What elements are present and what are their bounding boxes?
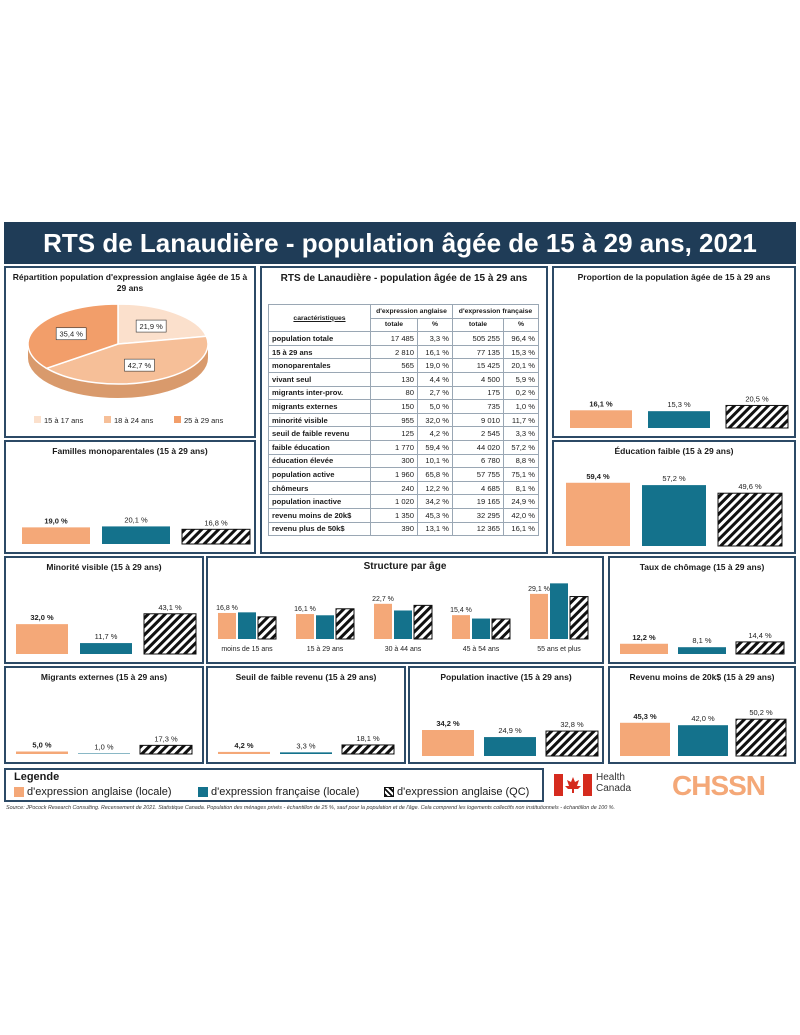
pie-title: Répartition population d'expression anglaise âgée de 15 à 29 ans — [12, 272, 248, 293]
seuil-title: Seuil de faible revenu (15 à 29 ans) — [235, 672, 377, 682]
table-cell: 1 020 — [371, 495, 418, 509]
table-cell: 75,1 % — [504, 468, 539, 482]
category-label: 15 à 29 ans — [306, 646, 344, 653]
pie-legend-swatch — [34, 416, 41, 423]
table-cell: 44 020 — [453, 440, 504, 454]
table-cell: 8,8 % — [504, 454, 539, 468]
data-label: 16,8 % — [204, 518, 228, 528]
data-label: 45,3 % — [633, 711, 657, 721]
group-header-anglaise: d'expression anglaise — [371, 305, 453, 319]
bar-francaise-locale — [80, 643, 132, 654]
table-cell: 65,8 % — [418, 468, 453, 482]
pie-legend-label: 18 à 24 ans — [114, 416, 154, 425]
table-cell: 13,1 % — [418, 522, 453, 536]
table-cell: 390 — [371, 522, 418, 536]
bar-anglaise-locale — [16, 624, 68, 654]
table-title: RTS de Lanaudière - population âgée de 15 à 29 ans — [280, 273, 528, 284]
legend-swatch — [198, 787, 208, 797]
inactive-panel — [408, 666, 604, 764]
table-cell: 5,0 % — [418, 400, 453, 414]
table-row — [269, 508, 539, 522]
row-label: population active — [269, 468, 371, 482]
table-cell: 8,1 % — [504, 481, 539, 495]
pie-legend-label: 15 à 17 ans — [44, 416, 84, 425]
table-row — [269, 481, 539, 495]
legend-swatch — [14, 787, 24, 797]
col-header-label: caractéristiques — [293, 314, 346, 322]
bar-anglaise-qc — [736, 719, 786, 756]
bar-anglaise-qc — [492, 619, 510, 639]
category-label: moins de 15 ans — [221, 646, 273, 653]
table-row — [269, 386, 539, 400]
table-cell: 4,4 % — [418, 372, 453, 386]
data-label: 32,0 % — [30, 613, 54, 623]
pie-data-label: 35,4 % — [59, 329, 83, 339]
row-label: population inactive — [269, 495, 371, 509]
table-cell: 16,1 % — [504, 522, 539, 536]
data-label: 49,6 % — [738, 482, 762, 492]
data-label: 20,1 % — [124, 515, 148, 525]
health-canada-wordmark — [596, 772, 631, 794]
category-label: 45 à 54 ans — [462, 646, 500, 653]
bar-anglaise-qc — [718, 493, 782, 546]
data-label: 14,4 % — [748, 630, 772, 640]
col-header-pct-fr: % — [504, 318, 539, 332]
bar-anglaise-locale — [422, 730, 474, 756]
pie-data-label: 21,9 % — [139, 322, 163, 332]
row-label: revenu plus de 50k$ — [269, 522, 371, 536]
row-label: minorité visible — [269, 413, 371, 427]
col-header-characteristics — [269, 305, 371, 332]
table-row — [269, 495, 539, 509]
table-cell: 1 350 — [371, 508, 418, 522]
data-label: 57,2 % — [662, 474, 686, 484]
data-label: 34,2 % — [436, 719, 460, 729]
legend-item-anglaise-qc — [384, 786, 529, 798]
page-title: RTS de Lanaudière - population âgée de 15 à 29 ans, 2021 — [4, 222, 796, 264]
table-cell: 6 780 — [453, 454, 504, 468]
data-label: 15,4 % — [450, 607, 472, 615]
education-panel — [552, 440, 796, 554]
table-cell: 1 770 — [371, 440, 418, 454]
data-label: 3,3 % — [296, 741, 316, 751]
table-cell: 175 — [453, 386, 504, 400]
table-cell: 17 485 — [371, 332, 418, 346]
data-label: 19,0 % — [44, 516, 68, 526]
data-label: 15,3 % — [667, 400, 691, 410]
familles-panel — [4, 440, 256, 554]
structure-chart — [208, 573, 602, 663]
data-label: 16,8 % — [216, 604, 238, 612]
table-row — [269, 413, 539, 427]
table-cell: 2,7 % — [418, 386, 453, 400]
data-label: 50,2 % — [749, 708, 773, 718]
data-label: 42,0 % — [691, 714, 715, 724]
bar-anglaise-qc — [342, 745, 394, 754]
table-row — [269, 345, 539, 359]
inactive-chart — [410, 684, 602, 762]
table-cell: 11,7 % — [504, 413, 539, 427]
data-label: 11,7 % — [94, 632, 118, 642]
table-cell: 240 — [371, 481, 418, 495]
familles-title: Familles monoparentales (15 à 29 ans) — [52, 446, 208, 456]
revenu-panel — [608, 666, 796, 764]
table-row — [269, 359, 539, 373]
data-label: 8,1 % — [692, 636, 712, 646]
table-cell: 10,1 % — [418, 454, 453, 468]
bar-francaise-locale — [678, 647, 726, 654]
legend-item-francaise-locale — [198, 786, 359, 798]
data-label: 59,4 % — [586, 471, 610, 481]
row-label: migrants inter-prov. — [269, 386, 371, 400]
table-row — [269, 454, 539, 468]
seuil-chart — [208, 684, 404, 762]
table-cell: 300 — [371, 454, 418, 468]
bar-anglaise-locale — [374, 604, 392, 639]
familles-chart — [6, 460, 254, 550]
bar-anglaise-qc — [258, 617, 276, 639]
table-cell: 2 545 — [453, 427, 504, 441]
table-cell: 4,2 % — [418, 427, 453, 441]
canada-flag-icon — [554, 774, 592, 796]
legend-label: d'expression anglaise (QC) — [397, 786, 530, 798]
chomage-title: Taux de chômage (15 à 29 ans) — [639, 562, 765, 572]
table-row — [269, 372, 539, 386]
table-cell: 96,4 % — [504, 332, 539, 346]
proportion-title: Proportion de la population âgée de 15 à 29 ans — [577, 272, 771, 282]
pie-legend-label: 25 à 29 ans — [184, 416, 224, 425]
bar-francaise-locale — [484, 737, 536, 756]
table-cell: 80 — [371, 386, 418, 400]
table-cell: 4 685 — [453, 481, 504, 495]
table-body — [269, 332, 539, 536]
table-cell: 1,0 % — [504, 400, 539, 414]
row-label: vivant seul — [269, 372, 371, 386]
row-label: faible éducation — [269, 440, 371, 454]
table-row — [269, 427, 539, 441]
data-label: 1,0 % — [94, 742, 114, 752]
bar-anglaise-qc — [336, 609, 354, 639]
migrants-chart — [6, 684, 202, 762]
pie-legend-swatch — [104, 416, 111, 423]
data-label: 22,7 % — [372, 595, 394, 603]
row-label: éducation élevée — [269, 454, 371, 468]
data-label: 43,1 % — [158, 602, 182, 612]
table-cell: 3,3 % — [418, 332, 453, 346]
table-cell: 57,2 % — [504, 440, 539, 454]
col-header-pct-ang: % — [418, 318, 453, 332]
bar-francaise-locale — [238, 612, 256, 639]
data-label: 24,9 % — [498, 726, 522, 736]
table-cell: 4 500 — [453, 372, 504, 386]
bar-anglaise-qc — [140, 745, 192, 754]
row-label: migrants externes — [269, 400, 371, 414]
minorite-title: Minorité visible (15 à 29 ans) — [46, 562, 162, 572]
bar-anglaise-qc — [570, 597, 588, 639]
table-cell: 130 — [371, 372, 418, 386]
row-label: revenu moins de 20k$ — [269, 508, 371, 522]
chssn-logo: CHSSN — [672, 770, 766, 801]
proportion-chart — [554, 304, 794, 434]
bar-anglaise-locale — [566, 483, 630, 546]
table-cell: 57 755 — [453, 468, 504, 482]
chomage-chart — [610, 576, 794, 662]
table-cell: 32,0 % — [418, 413, 453, 427]
revenu-chart — [610, 682, 794, 762]
structure-title: Structure par âge — [363, 561, 447, 572]
data-label: 20,5 % — [745, 394, 769, 404]
bar-anglaise-locale — [296, 614, 314, 639]
table-cell: 505 255 — [453, 332, 504, 346]
table-cell: 15,3 % — [504, 345, 539, 359]
data-label: 32,8 % — [560, 720, 584, 730]
table-cell: 150 — [371, 400, 418, 414]
table-row — [269, 468, 539, 482]
col-header-total-ang: totale — [371, 318, 418, 332]
bar-francaise-locale — [78, 754, 130, 755]
migrants-panel — [4, 666, 204, 764]
chomage-panel — [608, 556, 796, 664]
table-row — [269, 332, 539, 346]
data-label: 16,1 % — [589, 399, 613, 409]
table-panel — [260, 266, 548, 554]
bar-anglaise-locale — [620, 644, 668, 654]
data-label: 29,1 % — [528, 585, 550, 593]
category-label: 30 à 44 ans — [384, 646, 422, 653]
col-header-total-fr: totale — [453, 318, 504, 332]
table-row — [269, 400, 539, 414]
category-label: 55 ans et plus — [537, 646, 581, 653]
source-note: Source: JPocock Research Consulting. Recensement de 2021. Statistique Canada. Population des ménages privés - échantillon de 25 %, sauf pour la population et de l'âge. Cela comprend les logements collectifs non institutionnels - échantillon de 100 %. — [6, 805, 616, 811]
data-label: 18,1 % — [356, 733, 380, 743]
table-cell: 15 425 — [453, 359, 504, 373]
migrants-title: Migrants externes (15 à 29 ans) — [40, 672, 168, 682]
bar-anglaise-locale — [570, 410, 632, 428]
bar-anglaise-locale — [16, 752, 68, 755]
bar-francaise-locale — [280, 752, 332, 754]
table-cell: 5,9 % — [504, 372, 539, 386]
row-label: monoparentales — [269, 359, 371, 373]
bar-anglaise-qc — [182, 529, 250, 544]
bar-anglaise-qc — [726, 405, 788, 428]
legend-swatch — [384, 787, 394, 797]
table-cell: 24,9 % — [504, 495, 539, 509]
bar-francaise-locale — [678, 725, 728, 756]
group-header-francaise: d'expression française — [453, 305, 539, 319]
table-cell: 0,2 % — [504, 386, 539, 400]
bar-anglaise-qc — [546, 731, 598, 756]
pie-legend-swatch — [174, 416, 181, 423]
table-cell: 19,0 % — [418, 359, 453, 373]
health-canada-logo — [554, 772, 649, 802]
seuil-panel — [206, 666, 406, 764]
proportion-panel — [552, 266, 796, 438]
table-cell: 735 — [453, 400, 504, 414]
pie-data-label: 42,7 % — [127, 361, 152, 371]
bar-anglaise-qc — [414, 605, 432, 639]
minorite-chart — [6, 576, 202, 662]
bar-anglaise-locale — [620, 723, 670, 756]
bar-francaise-locale — [472, 619, 490, 639]
table-cell: 1 960 — [371, 468, 418, 482]
legend-label: d'expression française (locale) — [211, 786, 360, 798]
bar-anglaise-locale — [22, 527, 90, 544]
bar-francaise-locale — [316, 615, 334, 639]
row-label: 15 à 29 ans — [269, 345, 371, 359]
table-cell: 45,3 % — [418, 508, 453, 522]
health-canada-line2: Canada — [596, 783, 632, 794]
table-cell: 12 365 — [453, 522, 504, 536]
table-cell: 20,1 % — [504, 359, 539, 373]
table-cell: 3,3 % — [504, 427, 539, 441]
legend — [4, 768, 544, 802]
bar-anglaise-qc — [144, 614, 196, 654]
minorite-panel — [4, 556, 204, 664]
legend-title: Legende — [14, 771, 60, 783]
health-canada-line1: Health — [596, 772, 625, 783]
bar-francaise-locale — [550, 583, 568, 639]
bar-francaise-locale — [642, 485, 706, 546]
education-title: Éducation faible (15 à 29 ans) — [614, 446, 734, 456]
row-label: seuil de faible revenu — [269, 427, 371, 441]
legend-item-anglaise-locale — [14, 786, 172, 798]
bar-francaise-locale — [102, 526, 170, 544]
pie-panel — [4, 266, 256, 438]
table-cell: 2 810 — [371, 345, 418, 359]
data-label: 16,1 % — [294, 606, 316, 614]
table-cell: 9 010 — [453, 413, 504, 427]
bar-anglaise-locale — [530, 594, 548, 639]
table-cell: 32 295 — [453, 508, 504, 522]
legend-label: d'expression anglaise (locale) — [27, 786, 172, 798]
bar-anglaise-locale — [452, 615, 470, 639]
table-cell: 125 — [371, 427, 418, 441]
data-table — [268, 304, 539, 536]
education-chart — [554, 456, 794, 552]
pie-chart — [6, 296, 254, 438]
table-cell: 955 — [371, 413, 418, 427]
row-label: chômeurs — [269, 481, 371, 495]
data-label: 12,2 % — [632, 632, 656, 642]
table-cell: 34,2 % — [418, 495, 453, 509]
table-row — [269, 522, 539, 536]
table-cell: 12,2 % — [418, 481, 453, 495]
data-label: 4,2 % — [234, 740, 254, 750]
bar-anglaise-locale — [218, 752, 270, 754]
bar-francaise-locale — [394, 610, 412, 639]
infographic-sheet — [4, 222, 796, 818]
row-label: population totale — [269, 332, 371, 346]
table-cell: 565 — [371, 359, 418, 373]
table-cell: 16,1 % — [418, 345, 453, 359]
inactive-title: Population inactive (15 à 29 ans) — [440, 672, 572, 682]
data-label: 17,3 % — [154, 734, 178, 744]
bar-anglaise-qc — [736, 642, 784, 654]
bar-francaise-locale — [648, 411, 710, 428]
table-cell: 42,0 % — [504, 508, 539, 522]
structure-panel — [206, 556, 604, 664]
bar-anglaise-locale — [218, 613, 236, 639]
table-row — [269, 440, 539, 454]
data-label: 5,0 % — [32, 740, 52, 750]
table-cell: 59,4 % — [418, 440, 453, 454]
table-cell: 77 135 — [453, 345, 504, 359]
table-cell: 19 165 — [453, 495, 504, 509]
revenu-title: Revenu moins de 20k$ (15 à 29 ans) — [629, 672, 775, 682]
